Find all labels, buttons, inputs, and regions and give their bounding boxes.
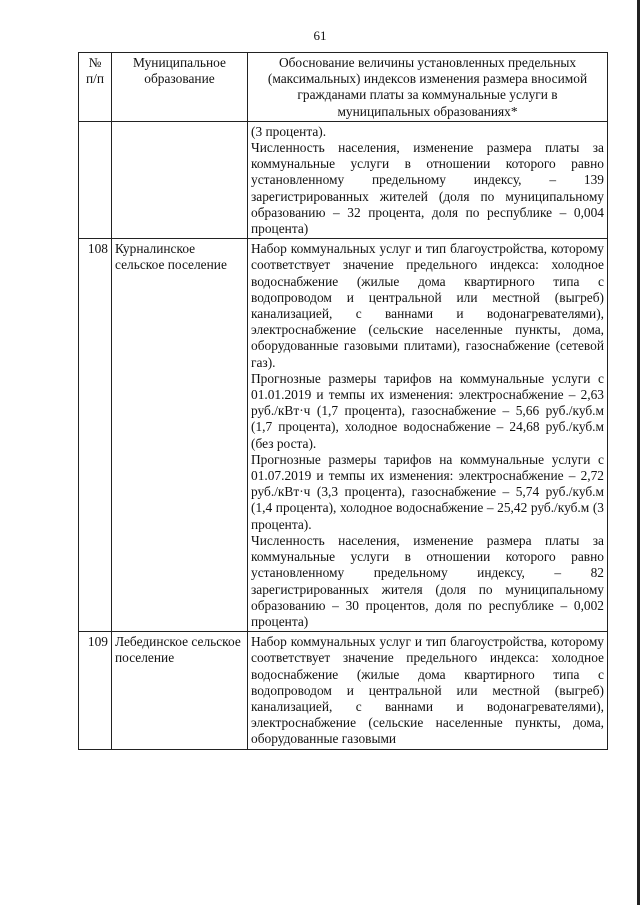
paragraph: Набор коммунальных услуг и тип благоустройства, которому соответствует значение предельного индекса: холодное водоснабжение (жилые дома квартирного типа с водопроводом и центральной или местной (выгреб) канализацией, с ваннами и водонагревателями), электроснабжение (сельские населенные пункты, дома, оборудованные газовыми — [251, 634, 604, 747]
table-row — [79, 121, 608, 238]
header-justification: Обоснование величины установленных предельных (максимальных) индексов изменения размера вносимой гражданами платы за коммунальные услуги в муниципальных образованиях* — [248, 53, 608, 122]
page-number: 61 — [313, 28, 327, 43]
paragraph: Набор коммунальных услуг и тип благоустройства, которому соответствует значение предельного индекса: холодное водоснабжение (жилые дома квартирного типа с водопроводом и центральной или местной (выгреб) канализацией, с ваннами и водонагревателями), электроснабжение (сельские населенные пункты, дома, оборудованные газовыми плитами), газоснабжение (сетевой газ). — [251, 241, 604, 370]
table-header-row — [79, 53, 608, 122]
paragraph: Численность населения, изменение размера платы за коммунальные услуги в отношении которого равно установленному предельному индексу, – 82 зарегистрированных жителя (доля по муниципальному образованию – 30 процентов, доля по республике – 0,002 процента) — [251, 532, 604, 629]
paragraph: Прогнозные размеры тарифов на коммунальные услуги с 01.01.2019 и темпы их изменения: электроснабжение – 2,63 руб./кВт·ч (1,7 процента), газоснабжение – 5,66 руб./куб.м (1,7 процента), холодное водоснабжение – 24,68 руб./куб.м (без роста). — [251, 370, 604, 451]
paragraph: Численность населения, изменение размера платы за коммунальные услуги в отношении которого равно установленному предельному индексу, – 139 зарегистрированных жителей (доля по муниципальному образованию – 32 процента, доля по республике – 0,004 процента) — [251, 140, 604, 237]
paragraph: (3 процента). — [251, 123, 327, 139]
tariff-table — [78, 52, 608, 750]
row-justification — [248, 239, 608, 632]
row-num: 109 — [79, 632, 112, 749]
row-municipality — [112, 121, 248, 238]
row-municipality: Курналинское сельское поселение — [112, 239, 248, 632]
paragraph: Прогнозные размеры тарифов на коммунальные услуги с 01.07.2019 и темпы их изменения: электроснабжение – 2,72 руб./кВт·ч (3,3 процента), газоснабжение – 5,74 руб./куб.м (1,4 процента), холодное водоснабжение – 25,42 руб./куб.м (3 процента). — [251, 451, 604, 532]
header-num: № п/п — [79, 53, 112, 122]
row-justification — [248, 121, 608, 238]
table-row — [79, 239, 608, 632]
table-row — [79, 632, 608, 749]
header-municipality: Муниципальное образование — [112, 53, 248, 122]
row-num: 108 — [79, 239, 112, 632]
row-justification — [248, 632, 608, 749]
row-num — [79, 121, 112, 238]
row-municipality: Лебединское сельское поселение — [112, 632, 248, 749]
